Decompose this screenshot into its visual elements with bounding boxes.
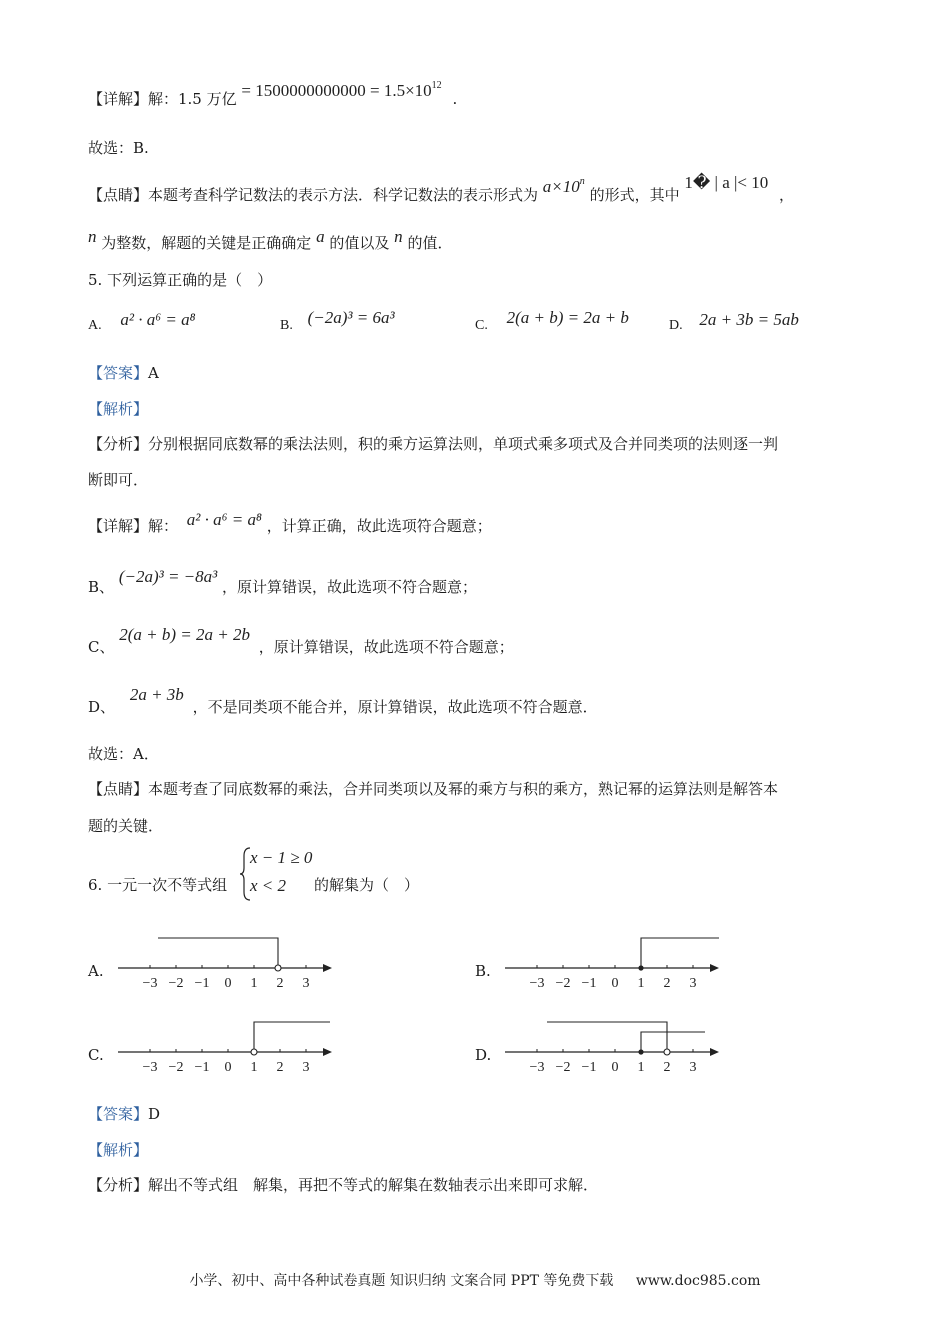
tick-label: −1 xyxy=(581,976,597,991)
tick-label: −3 xyxy=(142,976,158,991)
closed-point xyxy=(638,965,643,970)
closed-point xyxy=(638,1049,643,1054)
open-point xyxy=(664,1049,670,1055)
tick-label: 2 xyxy=(276,1060,284,1075)
tick-label: 2 xyxy=(663,976,671,991)
q4-note: 【点睛】本题考查科学记数法的表示方法．科学记数法的表示形式为 $a\times 10^n$ 的形式，其中 1� | a |< 10 ， xyxy=(88,173,795,204)
tick-label: 1 xyxy=(637,976,645,991)
q5-detail-c: C、 2(a + b) = 2a + 2b ，原计算错误，故此选项不符合题意； xyxy=(88,625,514,656)
q5-fenxi-1: 【分析】分别根据同底数幂的乘法法则，积的乘方运算法则，单项式乘多项式及合并同类项的法则逐一判 xyxy=(88,435,779,453)
q5-detail-a: 【详解】解： a² · a⁶ = a⁸ ，计算正确，故此选项符合题意； xyxy=(88,510,492,535)
q5-note-2: 题的关键． xyxy=(88,817,164,835)
tick-label: 2 xyxy=(276,976,284,991)
tick-label: −3 xyxy=(529,976,545,991)
numberline-ticks xyxy=(530,965,697,991)
numberline-ticks xyxy=(143,1049,310,1075)
tick-label: −3 xyxy=(529,1060,545,1075)
q4-note-range: 1� | a |< 10 xyxy=(684,173,769,192)
tick-label: −2 xyxy=(168,976,184,991)
numberline-ticks xyxy=(143,965,310,991)
q6-answer: 【答案】D xyxy=(88,1105,161,1123)
q6-numberline-b xyxy=(497,930,727,992)
solution-bracket xyxy=(158,938,278,965)
q5-option-b: B. (−2a)³ = 6a³ xyxy=(280,308,395,333)
tick-label: 0 xyxy=(611,976,619,991)
open-point xyxy=(275,965,281,971)
q4-detail-equation: = $1500000000000 = 1.5\times 10^{12}$ xyxy=(241,80,442,100)
bracket-less-than-2 xyxy=(547,1022,667,1049)
q4-detail: 【详解】解：1.5 万亿 = $1500000000000 = 1.5\times 10^{12}$ . xyxy=(88,80,458,108)
bracket-ge-1 xyxy=(641,1032,705,1052)
q6-option-a-label: A. xyxy=(88,962,104,980)
q4-note-2: n 为整数，解题的关键是正确确定 a 的值以及 n 的值． xyxy=(88,227,453,252)
q5-note-1: 【点睛】本题考查了同底数幂的乘法，合并同类项以及幂的乘方与积的乘方，熟记幂的运算法则是解答本 xyxy=(88,780,779,798)
q6-numberline-c xyxy=(110,1014,340,1076)
tick-label: −2 xyxy=(555,976,571,991)
tick-label: −2 xyxy=(555,1060,571,1075)
q4-choose: 故选：B. xyxy=(88,139,149,157)
q6-stem-suffix: 的解集为（ ） xyxy=(314,876,420,894)
q5-option-c: C. 2(a + b) = 2a + b xyxy=(475,308,629,333)
q5-stem: 5. 下列运算正确的是（ ） xyxy=(88,271,273,289)
q6-fenxi: 【分析】解出不等式组 解集，再把不等式的解集在数轴表示出来即可求解． xyxy=(88,1176,599,1194)
q6-numberline-d xyxy=(497,1014,727,1076)
solution-bracket xyxy=(254,1022,330,1049)
tick-label: −3 xyxy=(142,1060,158,1075)
q5-analysis-tag: 【解析】 xyxy=(88,400,149,418)
q5-choose: 故选：A． xyxy=(88,745,159,763)
tick-label: 3 xyxy=(689,976,697,991)
tick-label: 1 xyxy=(250,1060,258,1075)
q6-option-d-label: D. xyxy=(475,1046,492,1064)
tick-label: −1 xyxy=(194,976,210,991)
page-footer: 小学、初中、高中各种试卷真题 知识归纳 文案合同 PPT 等免费下载 www.doc985.com xyxy=(189,1273,761,1289)
tick-label: 3 xyxy=(302,1060,310,1075)
tick-label: 3 xyxy=(302,976,310,991)
tick-label: 1 xyxy=(250,976,258,991)
q5-fenxi-2: 断即可． xyxy=(88,471,149,489)
q6-system: x − 1 ≥ 0 x < 2 xyxy=(238,846,318,902)
tick-label: −1 xyxy=(194,1060,210,1075)
q6-option-c-label: C. xyxy=(88,1046,104,1064)
q4-note-sci-notation: $a\times 10^n$ xyxy=(542,176,585,196)
q6-option-b-label: B. xyxy=(475,962,491,980)
tick-label: 2 xyxy=(663,1060,671,1075)
q5-option-a: A. a² · a⁶ = a⁸ xyxy=(88,310,196,333)
footer-url[interactable]: www.doc985.com xyxy=(635,1273,761,1289)
q6-numberline-a xyxy=(110,930,340,992)
q6-analysis-tag: 【解析】 xyxy=(88,1141,149,1159)
solution-bracket xyxy=(641,938,719,968)
numberline-ticks xyxy=(530,1049,697,1075)
q5-option-d: D. 2a + 3b = 5ab xyxy=(669,310,799,333)
tick-label: 3 xyxy=(689,1060,697,1075)
q6-stem-prefix: 6. 一元一次不等式组 xyxy=(88,876,228,894)
open-point xyxy=(251,1049,257,1055)
tick-label: −1 xyxy=(581,1060,597,1075)
tick-label: 0 xyxy=(224,976,232,991)
q5-answer: 【答案】A xyxy=(88,364,159,382)
q5-detail-b: B、 (−2a)³ = −8a³ ，原计算错误，故此选项不符合题意； xyxy=(88,567,478,596)
tick-label: 0 xyxy=(611,1060,619,1075)
q5-detail-d: D、 2a + 3b ，不是同类项不能合并，原计算错误，故此选项不符合题意． xyxy=(88,685,598,716)
tick-label: 0 xyxy=(224,1060,232,1075)
tick-label: 1 xyxy=(637,1060,645,1075)
tick-label: −2 xyxy=(168,1060,184,1075)
